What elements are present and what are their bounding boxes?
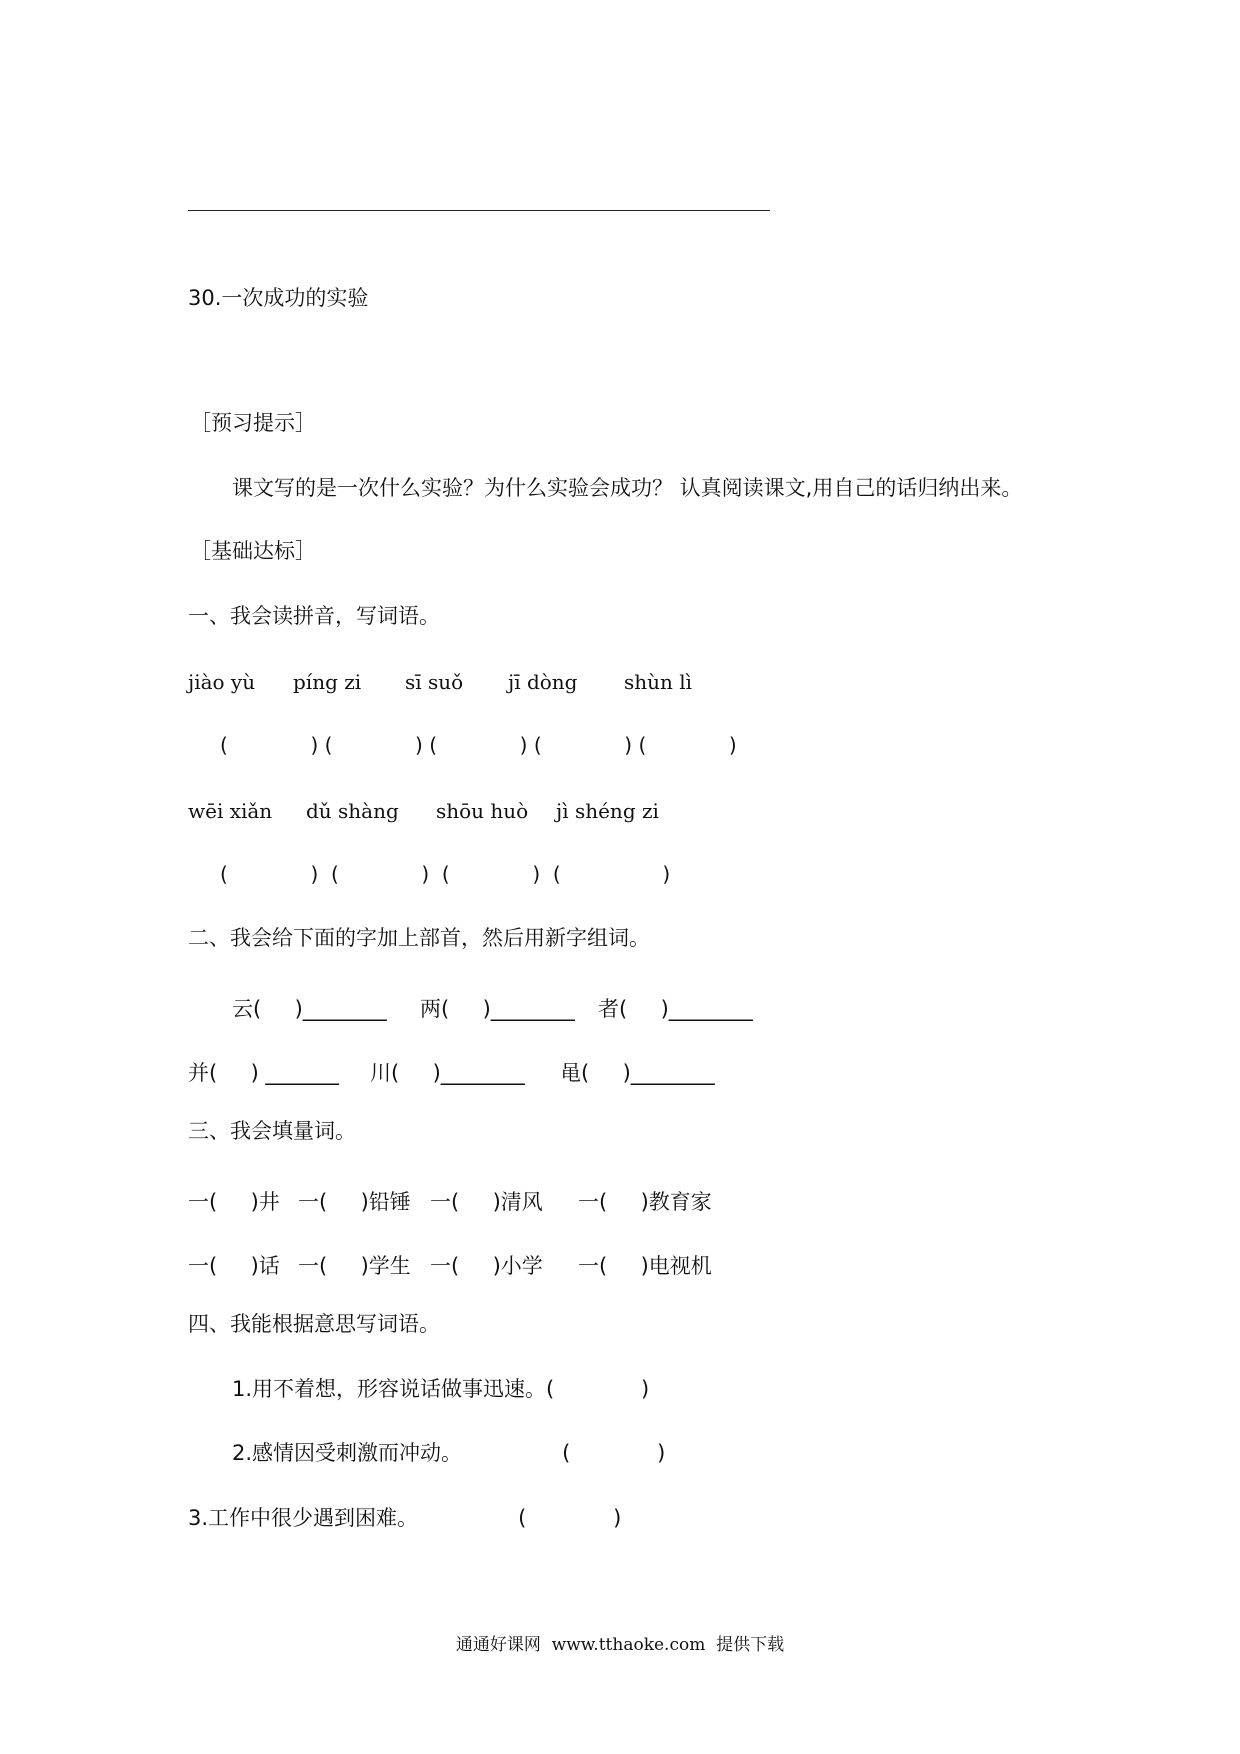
answer-brackets-row-2: ( ) ( ) ( ) ( ) — [220, 862, 671, 886]
footer-credit: 通通好课网 www.tthaoke.com 提供下载 — [455, 1635, 785, 1655]
measure-word-item: 一( )小学 — [430, 1254, 543, 1278]
basics-heading: ［基础达标］ — [190, 539, 316, 563]
measure-word-item: 一( )话 — [188, 1254, 280, 1278]
top-horizontal-rule — [188, 210, 770, 211]
pinyin-item: jī dòng — [508, 670, 578, 694]
pinyin-row-1 — [0, 670, 1240, 700]
pinyin-item: shōu huò — [436, 799, 529, 823]
radical-item: 两( )________ — [420, 997, 575, 1021]
radical-item: 黾( )________ — [560, 1061, 715, 1085]
pinyin-item: shùn lì — [624, 670, 693, 694]
pinyin-item: dǔ shàng — [306, 799, 399, 823]
page-title: 30.一次成功的实验 — [188, 286, 369, 310]
pinyin-item: sī suǒ — [405, 670, 464, 694]
pinyin-item: jiào yù — [188, 670, 256, 694]
q2-title: 二、我会给下面的字加上部首，然后用新字组词。 — [188, 926, 650, 950]
radical-item: 云( )________ — [232, 997, 387, 1021]
measure-word-item: 一( )井 — [188, 1190, 280, 1214]
measure-word-item: 一( )教育家 — [578, 1190, 712, 1214]
pinyin-row-2 — [0, 799, 1240, 829]
measure-word-item: 一( )电视机 — [578, 1254, 712, 1278]
q4-item-1: 1.用不着想，形容说话做事迅速。( ) — [232, 1377, 650, 1401]
pinyin-item: wēi xiǎn — [188, 799, 273, 823]
pinyin-item: jì shéng zi — [556, 799, 659, 823]
radical-item: 并( ) _______ — [188, 1061, 339, 1085]
measure-word-row-2 — [0, 1250, 1240, 1280]
pinyin-item: píng zi — [293, 670, 362, 694]
q3-title: 三、我会填量词。 — [188, 1119, 356, 1143]
radical-item: 者( )________ — [598, 997, 753, 1021]
preview-heading: ［预习提示］ — [190, 411, 316, 435]
measure-word-row-1 — [0, 1186, 1240, 1216]
measure-word-item: 一( )铅锤 — [298, 1190, 411, 1214]
radical-row-1 — [0, 993, 1240, 1023]
radical-row-2 — [0, 1057, 1240, 1087]
radical-item: 川( )________ — [370, 1061, 525, 1085]
preview-text: 课文写的是一次什么实验？为什么实验会成功？ 认真阅读课文,用自己的话归纳出来。 — [232, 476, 1023, 500]
q4-item-2: 2.感情因受刺激而冲动。 ( ) — [232, 1441, 666, 1465]
answer-brackets-row-1: ( ) ( ) ( ) ( ) ( ) — [220, 733, 737, 757]
q4-item-3: 3.工作中很少遇到困难。 ( ) — [188, 1506, 622, 1530]
q1-title: 一、我会读拼音，写词语。 — [188, 604, 440, 628]
measure-word-item: 一( )清风 — [430, 1190, 543, 1214]
q4-title: 四、我能根据意思写词语。 — [188, 1312, 440, 1336]
measure-word-item: 一( )学生 — [298, 1254, 411, 1278]
